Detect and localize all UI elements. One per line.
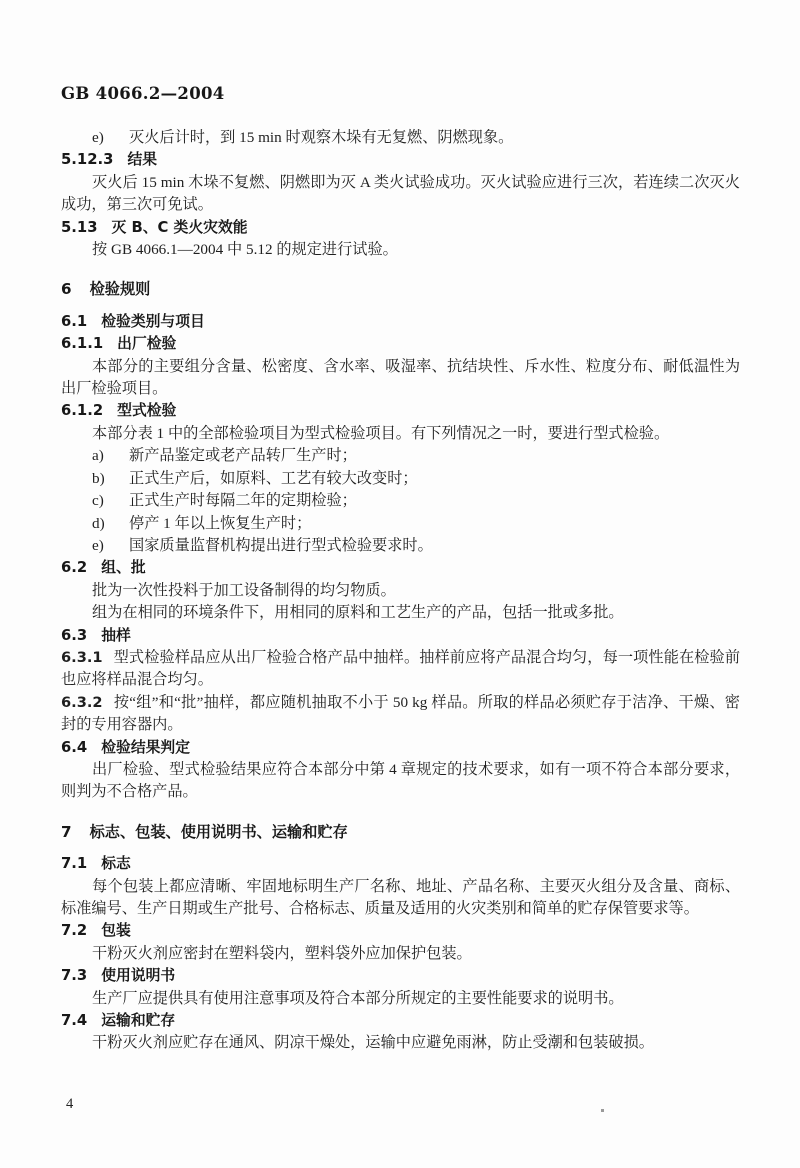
section-number: 7.1 xyxy=(61,855,88,873)
list-item xyxy=(61,468,740,490)
paragraph: 生产厂应提供具有使用注意事项及符合本部分所规定的主要性能要求的说明书。 xyxy=(92,989,624,1007)
section-title: 抽样 xyxy=(101,626,131,644)
section-heading xyxy=(61,1010,740,1032)
paragraph: 按 GB 4066.1—2004 中 5.12 的规定进行试验。 xyxy=(92,241,398,259)
section-title: 检验类别与项目 xyxy=(101,312,205,330)
section-heading xyxy=(61,311,740,333)
clause-paragraph xyxy=(61,692,740,737)
section-number: 6.2 xyxy=(61,559,88,577)
section-number: 6.4 xyxy=(61,738,88,756)
list-item-text: 灭火后计时，到 15 min 时观察木垛有无复燃、阴燃现象。 xyxy=(129,129,514,146)
section-number: 6.1.2 xyxy=(61,402,104,420)
section-title: 灭 B、C 类火灾效能 xyxy=(111,218,248,236)
list-item xyxy=(61,535,740,557)
chapter-heading xyxy=(61,821,740,843)
section-heading xyxy=(61,400,740,422)
section-number: 6.1.1 xyxy=(61,335,104,353)
chapter-title: 检验规则 xyxy=(89,280,151,299)
section-number: 7.3 xyxy=(61,967,88,985)
list-marker: d) xyxy=(92,514,105,532)
page-number: 4 xyxy=(66,1096,74,1112)
section-heading xyxy=(61,920,740,942)
list-item xyxy=(61,513,740,535)
chapter-number: 6 xyxy=(61,280,72,299)
list-marker: b) xyxy=(92,469,105,487)
list-item-text: 国家质量监督机构提出进行型式检验要求时。 xyxy=(129,536,433,554)
clause-text: 型式检验样品应从出厂检验合格产品中抽样。抽样前应将产品混合均匀，每一项性能在检验前也应将样品混合均匀。 xyxy=(61,648,740,689)
section-title: 使用说明书 xyxy=(101,967,176,985)
section-heading xyxy=(61,853,740,875)
paragraph: 干粉灭火剂应贮存在通风、阴凉干燥处，运输中应避免雨淋，防止受潮和包装破损。 xyxy=(92,1034,654,1052)
paragraph: 每个包装上都应清晰、牢固地标明生产厂名称、地址、产品名称、主要灭火组分及含量、商标、标准编号、生产日期或生产批号、合格标志、质量及适用的火灾类别和简单的贮存保管要求等。 xyxy=(61,877,740,917)
list-marker: e) xyxy=(92,536,104,554)
chapter-title: 标志、包装、使用说明书、运输和贮存 xyxy=(89,822,348,841)
section-title: 出厂检验 xyxy=(117,335,177,353)
list-item-text: 正式生产后，如原料、工艺有较大改变时； xyxy=(129,469,418,487)
section-title: 检验结果判定 xyxy=(101,738,191,756)
section-heading xyxy=(61,557,740,579)
clause-paragraph xyxy=(61,647,740,692)
section-heading xyxy=(61,625,740,647)
paragraph: 本部分的主要组分含量、松密度、含水率、吸湿率、抗结块性、斥水性、粒度分布、耐低温性为出厂检验项目。 xyxy=(61,357,740,398)
standard-number-header: GB 4066.2—2004 xyxy=(61,84,225,103)
section-title: 包装 xyxy=(101,922,131,940)
section-heading xyxy=(61,333,740,355)
paragraph: 灭火后 15 min 木垛不复燃、阴燃即为灭 A 类火试验成功。灭火试验应进行三次，若连续二次灭火成功，第三次可免试。 xyxy=(61,173,740,214)
chapter-heading xyxy=(61,278,740,300)
section-heading xyxy=(61,965,740,987)
section-title: 型式检验 xyxy=(117,402,177,420)
clause-number: 6.3.2 xyxy=(61,693,103,711)
section-title: 结果 xyxy=(127,151,158,169)
section-number: 7.2 xyxy=(61,922,88,940)
section-title: 运输和贮存 xyxy=(101,1012,176,1030)
section-number: 6.1 xyxy=(61,312,88,330)
list-item-text: 新产品鉴定或老产品转厂生产时； xyxy=(129,447,357,465)
list-item xyxy=(61,490,740,512)
list-marker: e) xyxy=(92,129,104,146)
list-marker: c) xyxy=(92,492,104,510)
list-item-text: 正式生产时每隔二年的定期检验； xyxy=(129,492,357,510)
section-number: 5.13 xyxy=(61,218,98,236)
section-number: 5.12.3 xyxy=(61,151,114,169)
scan-speck xyxy=(601,1109,604,1112)
list-item-text: 停产 1 年以上恢复生产时； xyxy=(129,514,312,532)
paragraph: 批为一次性投料于加工设备制得的均匀物质。 xyxy=(92,581,396,599)
section-heading xyxy=(61,149,740,171)
paragraph: 干粉灭火剂应密封在塑料袋内，塑料袋外应加保护包装。 xyxy=(92,944,472,962)
list-item xyxy=(61,445,740,467)
paragraph: 出厂检验、型式检验结果应符合本部分中第 4 章规定的技术要求，如有一项不符合本部分要求，则判为不合格产品。 xyxy=(61,760,740,801)
section-heading xyxy=(61,737,740,759)
chapter-number: 7 xyxy=(61,822,72,841)
clause-number: 6.3.1 xyxy=(61,648,103,666)
list-item xyxy=(61,127,740,149)
section-title: 组、批 xyxy=(101,559,146,577)
section-number: 7.4 xyxy=(61,1012,88,1030)
clause-text: 按“组”和“批”抽样，都应随机抽取不小于 50 kg 样品。所取的样品必须贮存于洁净、干燥、密封的专用容器内。 xyxy=(61,693,740,734)
section-number: 6.3 xyxy=(61,626,88,644)
section-heading xyxy=(61,217,740,239)
list-marker: a) xyxy=(92,447,104,465)
document-body xyxy=(61,127,740,1055)
section-title: 标志 xyxy=(101,855,131,873)
paragraph: 本部分表 1 中的全部检验项目为型式检验项目。有下列情况之一时，要进行型式检验。 xyxy=(92,424,670,442)
paragraph: 组为在相同的环境条件下，用相同的原料和工艺生产的产品，包括一批或多批。 xyxy=(92,604,624,622)
